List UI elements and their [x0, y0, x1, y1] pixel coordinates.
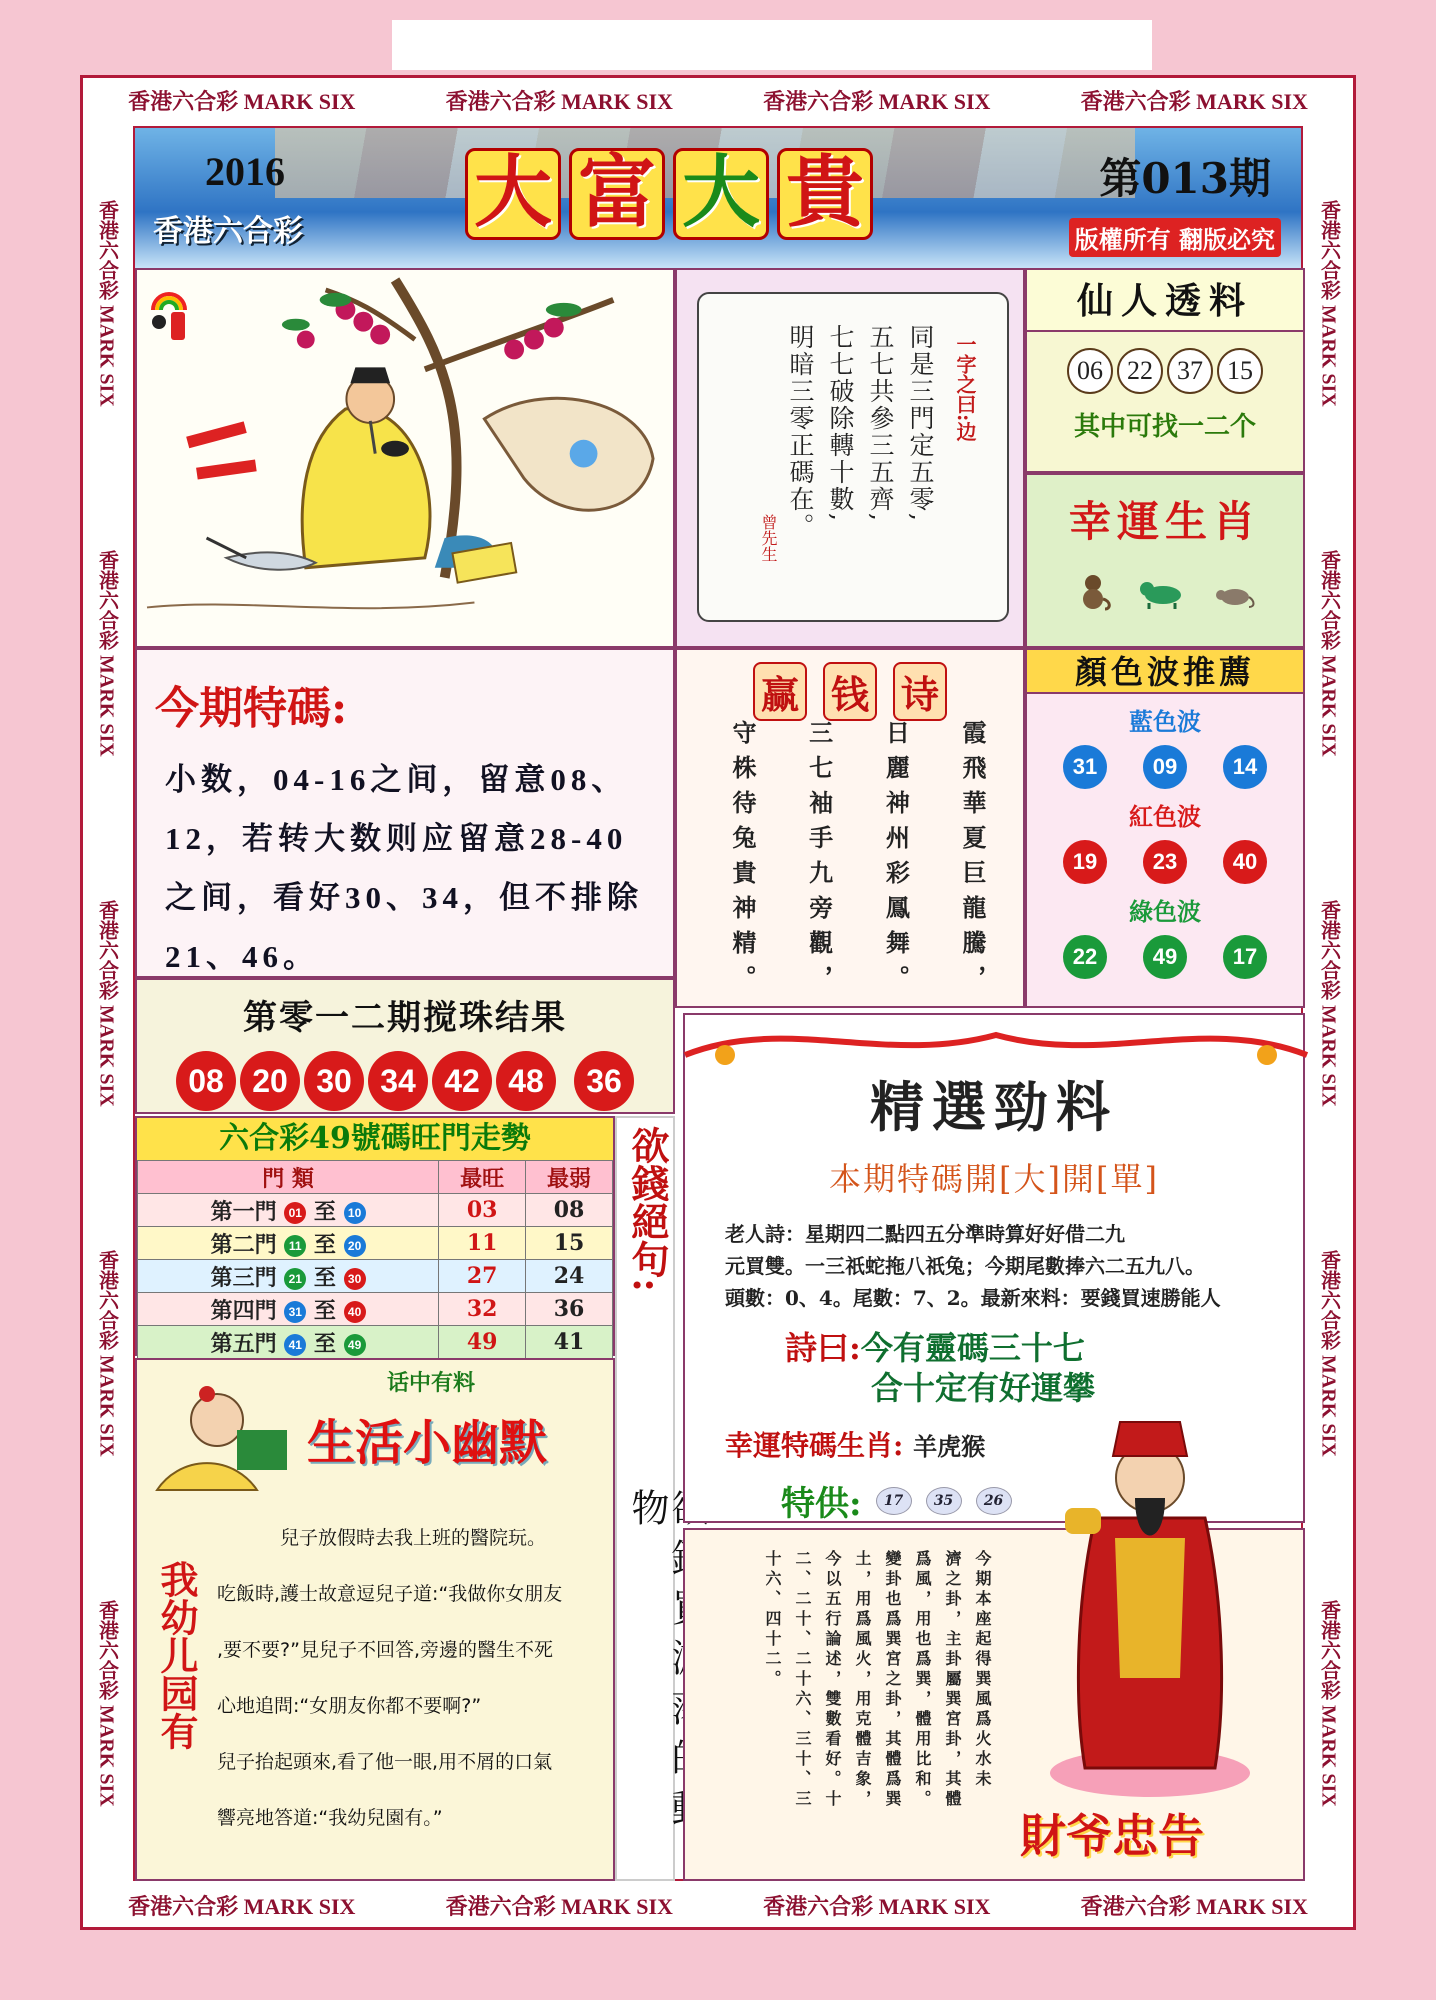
- wave-ball: 31: [1063, 745, 1107, 789]
- advice-line: 土，用爲風火，用克體吉象，: [853, 1550, 872, 1810]
- trend-table: [137, 1160, 613, 1359]
- riddle-body: 物: [625, 1488, 669, 1538]
- joke-line: 心地追問:“女朋友你都不要啊?”: [217, 1695, 482, 1717]
- hot-cell: 03: [439, 1194, 526, 1227]
- poem-line: 日麗神州彩鳳舞。: [881, 720, 911, 1000]
- wave-ball: 40: [1223, 840, 1267, 884]
- result-ball: 34: [368, 1051, 428, 1111]
- cold-cell: 15: [526, 1227, 613, 1260]
- title-char: 貴: [777, 148, 873, 240]
- special-number: 35: [926, 1487, 962, 1515]
- table-row: [138, 1293, 613, 1326]
- poem-line: 守株待兔貴神精。: [728, 720, 757, 1000]
- scroll-line: 明暗三零正碼在。: [786, 324, 815, 540]
- color-wave-panel: [1025, 648, 1305, 1008]
- special-number: 26: [976, 1487, 1012, 1515]
- cold-cell: 36: [526, 1293, 613, 1326]
- wave-ball: 22: [1063, 935, 1107, 979]
- poem-line: 三七袖手九旁觀，: [804, 720, 834, 1000]
- scroll-line: 同是三門定五零,: [906, 324, 935, 523]
- result-title: 第零一二期搅珠结果: [243, 998, 567, 1038]
- result-ball: 30: [304, 1051, 364, 1111]
- wave-name: 紅色波: [1129, 802, 1201, 831]
- content-area: [133, 126, 1303, 1881]
- border-text: 香港六合彩 MARK SIX: [1317, 1249, 1340, 1457]
- wave-ball: 19: [1063, 840, 1107, 884]
- monkey-icon: [1073, 571, 1113, 611]
- picks-subtitle: 本期特碼開[大]開[單]: [829, 1160, 1159, 1198]
- table-row: [138, 1326, 613, 1359]
- wave-group-blue: [1027, 702, 1303, 789]
- cold-cell: 08: [526, 1194, 613, 1227]
- advice-line: 十六、四十二。: [763, 1550, 782, 1690]
- header-banner: [135, 128, 1301, 268]
- border-text: 香港六合彩 MARK SIX: [445, 1893, 673, 1919]
- picks-poem-line: 元買雙。一三祇蛇拖八祇兔；今期尾數捧六二五九八。: [725, 1254, 1205, 1278]
- result-ball: 08: [176, 1051, 236, 1111]
- wave-group-red: [1027, 797, 1303, 884]
- table-header-row: [138, 1161, 613, 1194]
- wave-ball: 23: [1143, 840, 1187, 884]
- xian-number: 15: [1217, 348, 1263, 394]
- picks-title: 精選勁料: [870, 1075, 1118, 1139]
- border-text: 香港六合彩 MARK SIX: [1317, 199, 1340, 407]
- tema-title: 今期特碼:: [155, 683, 348, 734]
- sage-reading-icon: [147, 280, 663, 637]
- joke-side: 我幼儿园有: [154, 1560, 199, 1750]
- table-header: 最旺: [439, 1161, 526, 1194]
- zodiac-animals: [1027, 571, 1303, 611]
- border-text: 香港六合彩 MARK SIX: [95, 1599, 118, 1807]
- main-title: [465, 148, 873, 240]
- border-top: [83, 78, 1353, 122]
- advice-line: 今以五行論述，雙數看好。十: [823, 1550, 842, 1810]
- scroll-side-label: 一字之曰:边: [953, 334, 977, 442]
- copyright-notice: 版權所有 翻版必究: [1069, 218, 1281, 257]
- border-text: 香港六合彩 MARK SIX: [128, 88, 356, 114]
- shi-line: 合十定有好運攀: [871, 1369, 1096, 1407]
- hot-cell: 49: [439, 1326, 526, 1359]
- picks-poem-line: 老人詩：星期四二點四五分準時算好好借二九: [725, 1222, 1125, 1246]
- lantern-decoration: [685, 1015, 1307, 1075]
- result-numbers: [137, 1051, 673, 1111]
- xian-ren-panel: [1025, 268, 1305, 473]
- table-row: [138, 1227, 613, 1260]
- border-text: 香港六合彩 MARK SIX: [95, 549, 118, 757]
- wave-name: 綠色波: [1129, 897, 1201, 926]
- advice-line: 爲風，用也爲巽，體用比和。: [913, 1550, 932, 1810]
- wave-name: 藍色波: [1129, 707, 1201, 736]
- poem-title-char: 赢: [753, 662, 807, 721]
- gate-cell: 第三門 21 至 30: [138, 1260, 439, 1293]
- wave-title: 顏色波推薦: [1027, 650, 1303, 694]
- border-text: 香港六合彩 MARK SIX: [95, 899, 118, 1107]
- humor-panel: [135, 1358, 615, 1881]
- result-ball: 48: [496, 1051, 556, 1111]
- tiger-icon: [1137, 571, 1187, 611]
- table-header: 門 類: [138, 1161, 439, 1194]
- wave-ball: 09: [1143, 745, 1187, 789]
- joke-line: ,要不要?”見兒子不回答,旁邊的醫生不死: [217, 1639, 554, 1661]
- joke-text: [217, 1510, 609, 1846]
- border-text: 香港六合彩 MARK SIX: [763, 88, 991, 114]
- joke-line: 吃飯時,護士故意逗兒子道:“我做你女朋友: [217, 1583, 563, 1605]
- border-text: 香港六合彩 MARK SIX: [1317, 1599, 1340, 1807]
- old-man-fan-icon: [147, 1380, 297, 1500]
- border-text: 香港六合彩 MARK SIX: [1317, 899, 1340, 1107]
- scroll-author: 曾先生: [759, 514, 778, 562]
- table-header: 最弱: [526, 1161, 613, 1194]
- table-row: [138, 1194, 613, 1227]
- xian-number: 22: [1117, 348, 1163, 394]
- border-bottom: [83, 1883, 1353, 1927]
- hot-cell: 11: [439, 1227, 526, 1260]
- cold-cell: 24: [526, 1260, 613, 1293]
- poster-frame: [80, 75, 1356, 1930]
- wealth-god-icon: [1035, 1378, 1265, 1798]
- hot-cell: 27: [439, 1260, 526, 1293]
- scroll-poem-panel: [675, 268, 1025, 648]
- border-text: 香港六合彩 MARK SIX: [95, 1249, 118, 1457]
- border-right: [1307, 128, 1351, 1878]
- poem-line: 霞飛華夏巨龍騰，: [957, 720, 987, 1000]
- riddle-label: 欲錢絕句:: [625, 1126, 670, 1293]
- zodiac-label: 幸運特碼生肖:: [725, 1429, 904, 1462]
- gate-cell: 第五門 41 至 49: [138, 1326, 439, 1359]
- title-char: 富: [569, 148, 665, 240]
- lucky-zodiac-panel: [1025, 473, 1305, 648]
- win-poem-panel: [675, 648, 1025, 1008]
- poem-title: [677, 662, 1023, 721]
- gate-cell: 第四門 31 至 40: [138, 1293, 439, 1326]
- trend-title: 六合彩49號碼旺門走勢: [137, 1118, 613, 1160]
- cold-cell: 41: [526, 1326, 613, 1359]
- joke-line: 兒子放假時去我上班的醫院玩。: [279, 1527, 546, 1549]
- advice-line: 變卦也爲巽宮之卦，其體爲巽: [883, 1550, 902, 1810]
- scroll-line: 五七共參三五齊,: [866, 324, 895, 523]
- border-text: 香港六合彩 MARK SIX: [128, 1893, 356, 1919]
- result-special-ball: 36: [574, 1051, 634, 1111]
- xian-number: 37: [1167, 348, 1213, 394]
- scroll-paper: [697, 292, 1009, 622]
- picks-poem: [725, 1218, 1263, 1314]
- special-label: 特供:: [781, 1484, 862, 1524]
- result-ball: 42: [432, 1051, 492, 1111]
- advice-title: 財爷忠告: [1020, 1809, 1204, 1863]
- poem-columns: [727, 720, 987, 1000]
- xian-title: 仙人透料: [1027, 270, 1303, 332]
- advice-line: 濟之卦，主卦屬巽宮卦，其體: [943, 1550, 962, 1810]
- shi-label: 詩曰:: [785, 1329, 861, 1367]
- table-row: [138, 1260, 613, 1293]
- xian-numbers: [1027, 348, 1303, 394]
- wave-ball: 14: [1223, 745, 1267, 789]
- wave-ball: 49: [1143, 935, 1187, 979]
- poem-title-char: 诗: [893, 662, 947, 721]
- hot-cell: 32: [439, 1293, 526, 1326]
- money-riddle-panel: [615, 1116, 675, 1881]
- advice-columns: [695, 1550, 995, 1870]
- scroll-line: 七七破除轉十數,: [826, 324, 855, 523]
- xian-number: 06: [1067, 348, 1113, 394]
- sage-illustration-panel: [135, 268, 675, 648]
- top-blank-strip: [392, 20, 1152, 70]
- wave-ball: 17: [1223, 935, 1267, 979]
- border-text: 香港六合彩 MARK SIX: [1080, 88, 1308, 114]
- gate-cell: 第一門 01 至 10: [138, 1194, 439, 1227]
- rat-icon: [1211, 571, 1257, 611]
- advice-line: 今期本座起得巽風爲火水未: [973, 1550, 992, 1790]
- joke-title: 生活小幽默: [307, 1415, 548, 1471]
- shi-line: 今有靈碼三十七: [860, 1329, 1085, 1367]
- border-left: [85, 128, 129, 1878]
- poem-title-char: 钱: [823, 662, 877, 721]
- gate-cell: 第二門 11 至 20: [138, 1227, 439, 1260]
- result-ball: 20: [240, 1051, 300, 1111]
- year-label: 2016: [205, 149, 285, 194]
- special-number: 17: [876, 1487, 912, 1515]
- header-subtitle: 香港六合彩: [153, 214, 303, 249]
- border-text: 香港六合彩 MARK SIX: [445, 88, 673, 114]
- issue-number: 第013期: [1099, 154, 1271, 203]
- border-text: 香港六合彩 MARK SIX: [1080, 1893, 1308, 1919]
- title-char: 大: [465, 148, 561, 240]
- title-char: 大: [673, 148, 769, 240]
- advice-line: 二、二十、二十六、三十、三: [793, 1550, 812, 1810]
- draw-result-panel: [135, 978, 675, 1114]
- xian-hint: 其中可找一二个: [1073, 412, 1256, 442]
- picks-poem-line: 頭數：0、4。尾數：7、2。最新來料：要錢買速勝能人: [725, 1286, 1221, 1310]
- wave-group-green: [1027, 892, 1303, 979]
- joke-line: 響亮地答道:“我幼兒園有。”: [217, 1807, 443, 1829]
- joke-tag: 话中有料: [387, 1370, 476, 1396]
- lucky-title: 幸運生肖: [1068, 497, 1261, 546]
- trend-table-panel: [135, 1116, 615, 1356]
- border-text: 香港六合彩 MARK SIX: [763, 1893, 991, 1919]
- border-text: 香港六合彩 MARK SIX: [1317, 549, 1340, 757]
- joke-line: 兒子抬起頭來,看了他一眼,用不屑的口氣: [217, 1751, 553, 1773]
- tema-body: 小数，04-16之间，留意08、12，若转大数则应留意28-40之间，看好30、34，但不排除21、46。: [165, 762, 643, 974]
- special-number-panel: [135, 648, 675, 978]
- border-text: 香港六合彩 MARK SIX: [95, 199, 118, 407]
- zodiac-value: 羊虎猴: [913, 1432, 986, 1461]
